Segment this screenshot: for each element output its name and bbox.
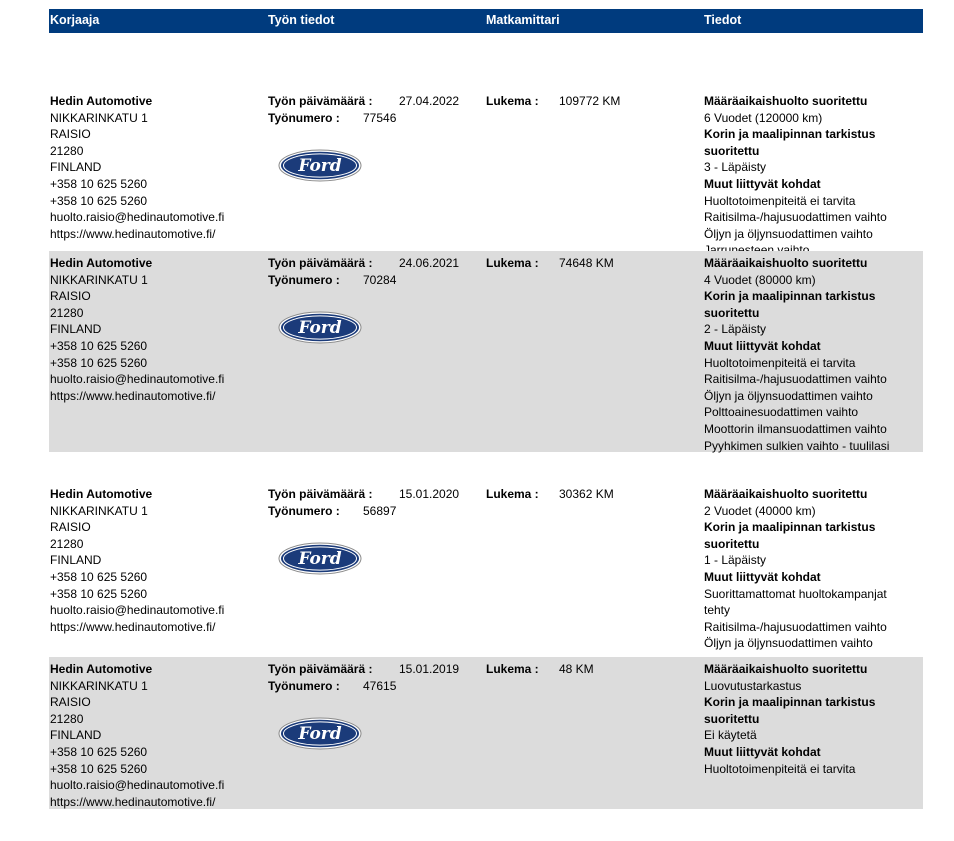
repairer-cell [50, 93, 260, 242]
work-number-value: 70284 [363, 272, 397, 287]
address-line: 21280 [50, 536, 84, 551]
body-check-value: 1 - Läpäisty [704, 553, 767, 568]
table-row [49, 657, 923, 809]
reading-value: 74648 KM [559, 256, 614, 270]
address-line: https://www.hedinautomotive.fi/ [50, 619, 216, 634]
work-date-row [268, 93, 478, 110]
reading-row [486, 255, 696, 272]
ford-logo-text: Ford [298, 318, 342, 338]
work-number-label: Työnumero : [268, 503, 340, 518]
body-check-heading: Korin ja maalipinnan tarkistus suoritettu [704, 289, 876, 320]
service-heading: Määräaikaishuolto suoritettu [704, 256, 868, 270]
other-items-heading: Muut liittyvät kohdat [704, 176, 821, 191]
work-number-row [268, 503, 478, 520]
service-heading: Määräaikaishuolto suoritettu [704, 662, 868, 676]
company-name: Hedin Automotive [50, 662, 153, 676]
service-heading: Määräaikaishuolto suoritettu [704, 487, 868, 501]
work-number-row [268, 678, 478, 695]
ford-logo-text: Ford [298, 549, 342, 569]
reading-value: 30362 KM [559, 487, 614, 501]
address-line: +358 10 625 5260 [50, 761, 148, 776]
header-tiedot: Tiedot [704, 13, 742, 27]
company-name: Hedin Automotive [50, 487, 153, 501]
address-line: NIKKARINKATU 1 [50, 110, 148, 125]
address-line: huolto.raisio@hedinautomotive.fi [50, 210, 225, 225]
other-items-heading: Muut liittyvät kohdat [704, 744, 821, 759]
details-cell [704, 93, 922, 259]
odometer-cell [486, 93, 696, 110]
body-check-heading: Korin ja maalipinnan tarkistus suoritettu [704, 520, 876, 551]
service-value: 6 Vuodet (120000 km) [704, 110, 823, 125]
header-korjaaja: Korjaaja [50, 13, 100, 27]
address-line: https://www.hedinautomotive.fi/ [50, 226, 216, 241]
address-line: RAISIO [50, 127, 91, 142]
other-item: Huoltotoimenpiteitä ei tarvita [704, 761, 856, 776]
body-check-heading: Korin ja maalipinnan tarkistus suoritettu [704, 127, 876, 158]
address-line: FINLAND [50, 728, 102, 743]
other-item: Pyyhkimen sulkien vaihto - tuulilasi [704, 438, 890, 453]
service-value: 2 Vuodet (40000 km) [704, 503, 816, 518]
odometer-cell [486, 486, 696, 503]
work-number-row [268, 272, 478, 289]
odometer-cell [486, 661, 696, 678]
details-cell [704, 661, 922, 777]
work-info-cell [268, 486, 478, 519]
work-number-value: 77546 [363, 110, 397, 125]
address-line: https://www.hedinautomotive.fi/ [50, 794, 216, 809]
table-body [49, 67, 923, 809]
table-row [49, 251, 923, 452]
address-line: RAISIO [50, 289, 91, 304]
other-items-heading: Muut liittyvät kohdat [704, 338, 821, 353]
repairer-cell [50, 486, 260, 635]
ford-logo-icon [278, 311, 362, 344]
header-tyon-tiedot: Työn tiedot [268, 13, 335, 27]
other-item: Huoltotoimenpiteitä ei tarvita [704, 193, 856, 208]
other-item: Moottorin ilmansuodattimen vaihto [704, 421, 887, 436]
header-matkamittari: Matkamittari [486, 13, 560, 27]
address-line: huolto.raisio@hedinautomotive.fi [50, 778, 225, 793]
address-line: huolto.raisio@hedinautomotive.fi [50, 603, 225, 618]
work-number-label: Työnumero : [268, 272, 340, 287]
work-date-row [268, 486, 478, 503]
address-line: +358 10 625 5260 [50, 586, 148, 601]
work-number-value: 56897 [363, 503, 397, 518]
address-line: FINLAND [50, 322, 102, 337]
ford-logo-icon [278, 717, 362, 750]
ford-logo-icon [278, 149, 362, 182]
work-info-cell [268, 255, 478, 288]
address-line: RAISIO [50, 695, 91, 710]
address-line: FINLAND [50, 553, 102, 568]
ford-logo-text: Ford [298, 724, 342, 744]
reading-label: Lukema : [486, 487, 539, 501]
repairer-cell [50, 255, 260, 404]
address-line: NIKKARINKATU 1 [50, 503, 148, 518]
table-row [49, 67, 923, 251]
body-check-value: Ei käytetä [704, 728, 757, 743]
other-item: Öljyn ja öljynsuodattimen vaihto [704, 636, 873, 651]
company-name: Hedin Automotive [50, 256, 153, 270]
work-number-row [268, 110, 478, 127]
other-item: Öljyn ja öljynsuodattimen vaihto [704, 226, 873, 241]
work-date-label: Työn päivämäärä : [268, 662, 373, 676]
reading-row [486, 661, 696, 678]
other-item: Raitisilma-/hajusuodattimen vaihto [704, 619, 887, 634]
odometer-cell [486, 255, 696, 272]
reading-label: Lukema : [486, 662, 539, 676]
work-date-label: Työn päivämäärä : [268, 487, 373, 501]
reading-label: Lukema : [486, 256, 539, 270]
work-date-value: 24.06.2021 [399, 256, 460, 270]
address-line: FINLAND [50, 160, 102, 175]
work-info-cell [268, 93, 478, 126]
address-line: RAISIO [50, 520, 91, 535]
address-line: 21280 [50, 143, 84, 158]
reading-label: Lukema : [486, 94, 539, 108]
work-date-label: Työn päivämäärä : [268, 94, 373, 108]
table-header [49, 9, 923, 33]
address-line: 21280 [50, 711, 84, 726]
reading-row [486, 93, 696, 110]
address-line: +358 10 625 5260 [50, 338, 148, 353]
address-line: +358 10 625 5260 [50, 569, 148, 584]
body-check-value: 3 - Läpäisty [704, 160, 767, 175]
work-date-row [268, 661, 478, 678]
service-value: 4 Vuodet (80000 km) [704, 272, 816, 287]
reading-row [486, 486, 696, 503]
other-item: Raitisilma-/hajusuodattimen vaihto [704, 372, 887, 387]
reading-value: 109772 KM [559, 94, 621, 108]
service-history-table [49, 9, 923, 809]
body-check-heading: Korin ja maalipinnan tarkistus suoritettu [704, 695, 876, 726]
work-date-value: 27.04.2022 [399, 94, 460, 108]
company-name: Hedin Automotive [50, 94, 153, 108]
other-item: Suorittamattomat huoltokampanjat tehty [704, 586, 887, 618]
address-line: huolto.raisio@hedinautomotive.fi [50, 372, 225, 387]
other-item: Polttoainesuodattimen vaihto [704, 405, 859, 420]
work-number-label: Työnumero : [268, 678, 340, 693]
table-row [49, 463, 923, 651]
work-info-cell [268, 661, 478, 694]
other-item: Huoltotoimenpiteitä ei tarvita [704, 355, 856, 370]
reading-value: 48 KM [559, 662, 594, 676]
address-line: +358 10 625 5260 [50, 193, 148, 208]
body-check-value: 2 - Läpäisty [704, 322, 767, 337]
address-line: 21280 [50, 305, 84, 320]
work-date-value: 15.01.2019 [399, 662, 460, 676]
work-number-label: Työnumero : [268, 110, 340, 125]
repairer-cell [50, 661, 260, 810]
address-line: NIKKARINKATU 1 [50, 678, 148, 693]
details-cell [704, 486, 922, 652]
address-line: NIKKARINKATU 1 [50, 272, 148, 287]
ford-logo-text: Ford [298, 156, 342, 176]
work-date-row [268, 255, 478, 272]
address-line: +358 10 625 5260 [50, 355, 148, 370]
address-line: +358 10 625 5260 [50, 744, 148, 759]
work-number-value: 47615 [363, 678, 397, 693]
work-date-label: Työn päivämäärä : [268, 256, 373, 270]
other-item: Öljyn ja öljynsuodattimen vaihto [704, 388, 873, 403]
address-line: +358 10 625 5260 [50, 176, 148, 191]
address-line: https://www.hedinautomotive.fi/ [50, 388, 216, 403]
other-item: Raitisilma-/hajusuodattimen vaihto [704, 210, 887, 225]
ford-logo-icon [278, 542, 362, 575]
service-value: Luovutustarkastus [704, 678, 802, 693]
work-date-value: 15.01.2020 [399, 487, 460, 501]
details-cell [704, 255, 922, 454]
service-heading: Määräaikaishuolto suoritettu [704, 94, 868, 108]
other-items-heading: Muut liittyvät kohdat [704, 569, 821, 584]
